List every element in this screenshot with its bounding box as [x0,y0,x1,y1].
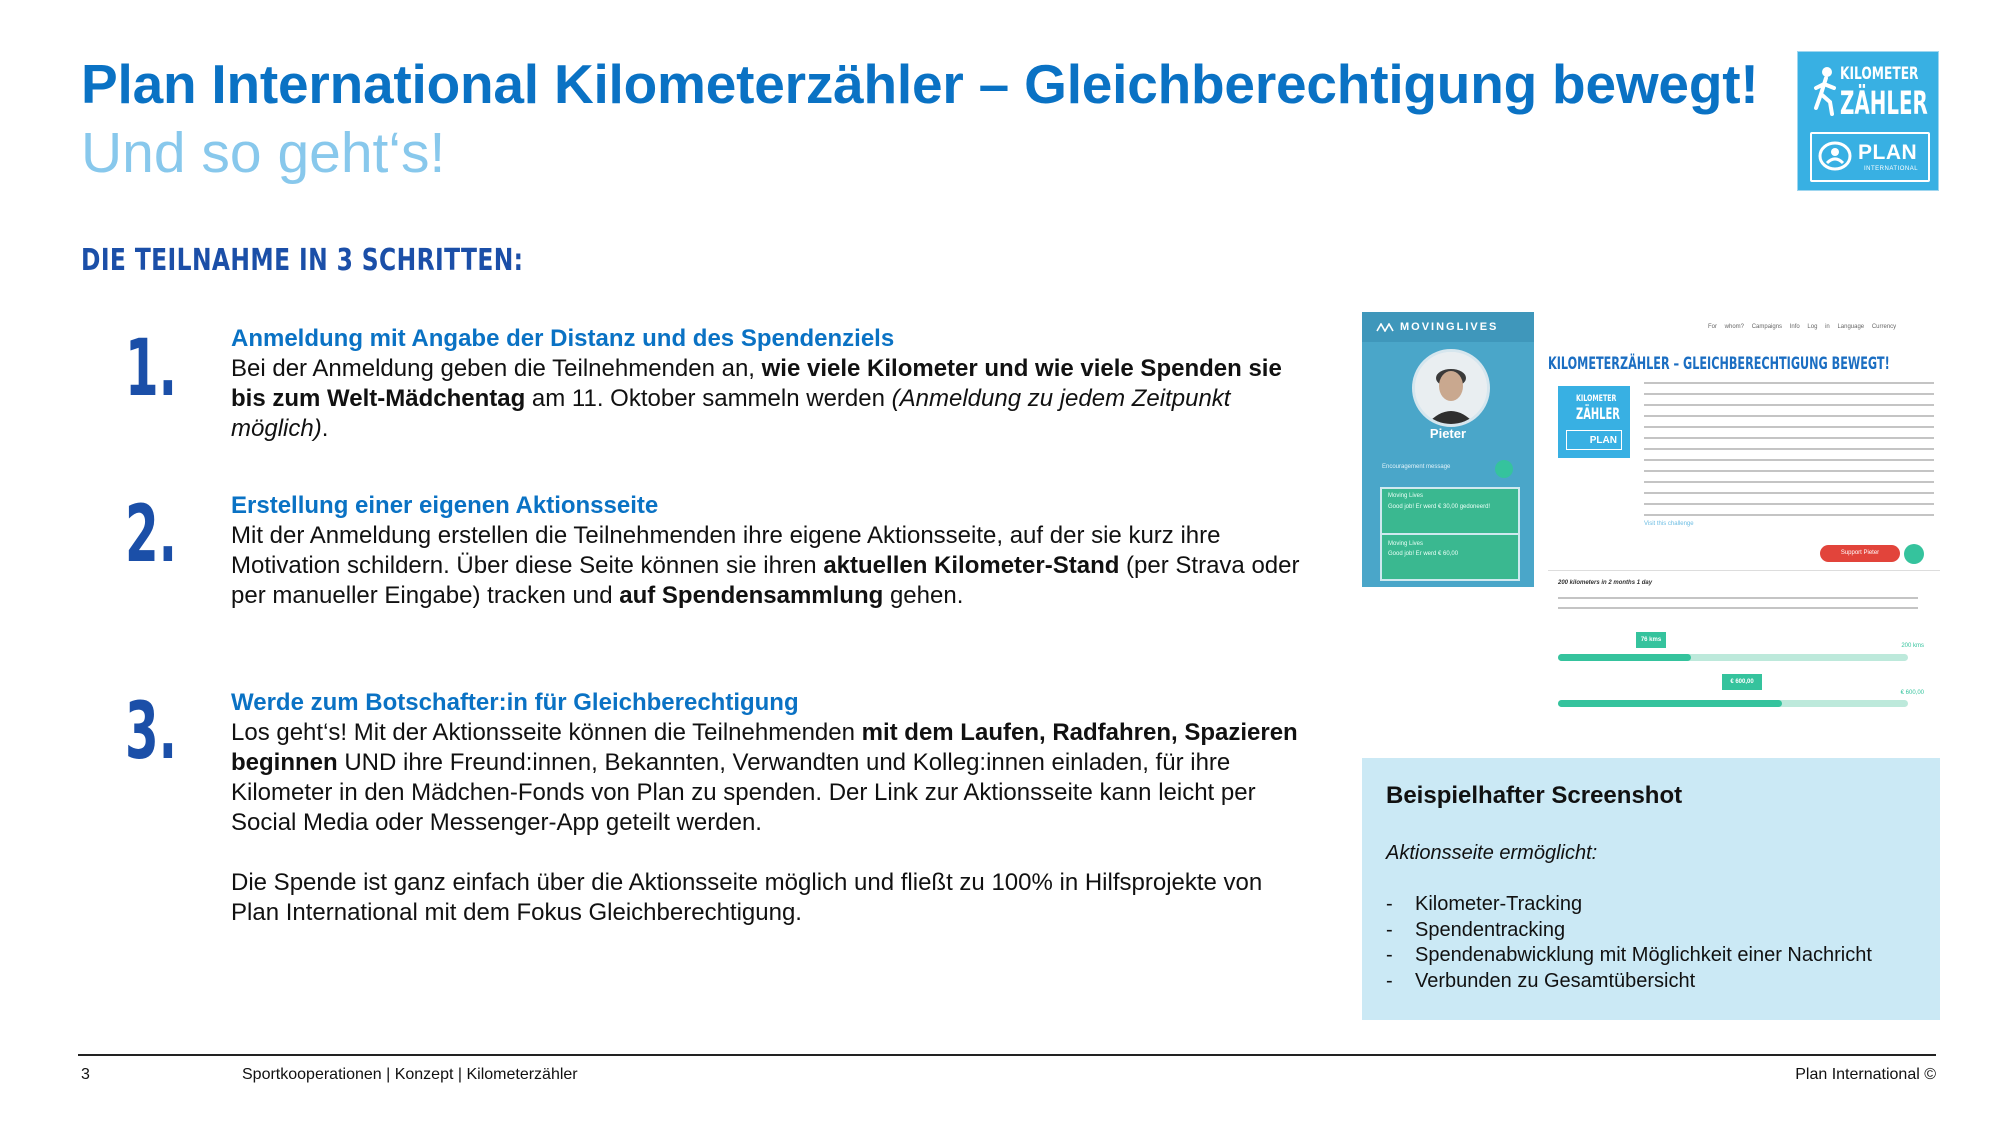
screenshot-info-box [1362,758,1940,1020]
page-subtitle: Und so geht‘s! [81,121,446,185]
donation-goal-label: € 600,00 [1900,690,1924,696]
support-button[interactable]: Support Pieter [1820,545,1900,562]
campaign-logo-zaehler: ZÄHLER [1576,404,1620,423]
step-3-title: Werde zum Botschafter:in für Gleichberechtigung [231,689,799,716]
profile-avatar [1412,349,1490,427]
step-2-text [231,521,1311,611]
text-run: gehen. [883,582,964,609]
example-screenshot [1362,312,1940,722]
challenge-subtitle: 200 kilometers in 2 months 1 day [1558,580,1653,586]
info-box-title: Beispielhafter Screenshot [1386,782,1683,809]
list-item: - Kilometer-Tracking [1386,892,1872,918]
step-1 [231,324,1311,444]
list-item: - Verbunden zu Gesamtübersicht [1386,969,1872,995]
text-run: . [321,415,329,442]
page-number: 3 [81,1066,90,1083]
list-item: - Spendentracking [1386,918,1872,944]
step-1-title: Anmeldung mit Angabe der Distanz und des Spendenziels [231,325,895,352]
plan-wordmark: PLAN [1858,141,1918,164]
plan-wordmark-international: INTERNATIONAL [1864,166,1919,172]
text-run: (Anmeldung zu jedem Zeitpunkt möglich) [231,385,1231,442]
nav-item[interactable]: Campaigns [1751,324,1783,330]
step-1-text [231,354,1311,444]
step-3 [231,688,1311,928]
donation-progress-label: € 600,00 [1722,674,1762,690]
share-icon[interactable] [1904,544,1924,564]
donation-feed [1380,487,1520,581]
challenge-description [1558,597,1918,617]
challenge-link[interactable]: Visit this challenge [1644,521,1694,527]
divider [1548,570,1940,571]
step-2 [231,491,1311,611]
text-run: aktuellen Kilometer-Stand [823,552,1120,579]
step-3-text [231,718,1311,838]
nav-item[interactable]: Info [1789,324,1800,330]
step-1-number: 1. [125,324,178,414]
info-box-subtitle: Aktionsseite ermöglicht: [1386,842,1598,864]
text-run: auf Spendensammlung [619,582,884,609]
campaign-logo-plan: PLAN [1566,430,1622,450]
donation-progress-fill [1558,700,1782,707]
campaign-title: KILOMETERZÄHLER – GLEICHBERECHTIGUNG BEWEGT! [1548,354,1890,374]
plan-emblem-icon [1818,141,1852,171]
steps-heading: DIE TEILNAHME IN 3 SCHRITTEN: [81,243,524,278]
footer-breadcrumb: Sportkooperationen | Konzept | Kilometerzähler [242,1066,578,1083]
logo-line-zaehler: ZÄHLER [1840,84,1928,122]
step-2-title: Erstellung einer eigenen Aktionsseite [231,492,659,519]
km-progress-label: 76 kms [1636,632,1666,648]
kilometerzaehler-logo [1797,51,1939,191]
chat-bubble-icon[interactable] [1495,460,1513,478]
profile-panel [1362,312,1534,587]
feed-item-message: Good job! Er werd € 60,00 [1388,551,1459,557]
campaign-description [1644,382,1934,516]
feed-item-message: Good job! Er werd € 30,00 gedoneerd! [1388,504,1491,510]
text-run: wie viele Kilometer und wie viele Spenden sie bis zum Welt-Mädchentag [231,355,1282,412]
footer-divider [78,1054,1936,1056]
text-run: (per Strava oder per manueller Eingabe) tracken und [231,552,1300,609]
nav-item[interactable]: Language [1837,324,1865,330]
step-3-number: 3. [125,687,178,777]
profile-name: Pieter [1429,426,1467,441]
text-run: mit dem Laufen, Radfahren, Spazieren beginnen [231,719,1298,776]
km-goal-label: 200 kms [1901,643,1924,649]
text-run: Los geht‘s! Mit der Aktionsseite können die Teilnehmenden [231,719,862,746]
campaign-logo [1558,386,1630,458]
step-3-extra-text: Die Spende ist ganz einfach über die Aktionsseite möglich und fließt zu 100% in Hilfsprojekte von Plan International mit dem Fokus Gleichberechtigung. [231,869,1263,926]
person-icon [1415,352,1487,424]
page-title: Plan International Kilometerzähler – Gleichberechtigung bewegt! [81,53,1759,115]
donation-progress-bar [1558,700,1908,707]
km-progress-bar [1558,654,1908,661]
movinglives-logo-icon [1376,323,1396,332]
footer-copyright: Plan International © [1795,1066,1936,1083]
text-run: am 11. Oktober sammeln werden [525,385,892,412]
campaign-nav [1708,324,1896,330]
nav-item[interactable]: Currency [1871,324,1897,330]
text-run: Bei der Anmeldung geben die Teilnehmenden an, [231,355,762,382]
km-progress-fill [1558,654,1691,661]
text-run: UND ihre Freund:innen, Bekannten, Verwandten und Kolleg:innen einladen, für ihre Kilometer in den Mädchen-Fonds von Plan zu spenden. Der Link zur Aktionsseite kann leicht per Social Media oder Messenger-App geteilt werden. [231,749,1256,836]
encouragement-label: Encouragement message [1382,464,1451,470]
feature-list [1386,892,1872,994]
logo-line-kilometer: KILOMETER [1840,64,1919,84]
feed-item-user: Moving Lives [1388,541,1424,547]
nav-item[interactable]: For whom? [1708,324,1745,330]
campaign-panel [1548,312,1940,722]
text-run: Mit der Anmeldung erstellen die Teilnehmenden ihre eigene Aktionsseite, auf der sie kurz ihre Motivation schildern. Über diese Seite können sie ihren [231,522,1221,579]
campaign-logo-kilometer: KILOMETER [1576,394,1617,404]
step-2-number: 2. [125,490,178,580]
movinglives-brand: MOVINGLIVES [1400,321,1499,333]
feed-divider [1382,533,1518,535]
feed-item-user: Moving Lives [1388,493,1424,499]
runner-icon [1812,66,1838,116]
nav-item[interactable]: Log in [1807,324,1830,330]
list-item: - Spendenabwicklung mit Möglichkeit einer Nachricht [1386,943,1872,969]
plan-logo [1810,132,1930,182]
